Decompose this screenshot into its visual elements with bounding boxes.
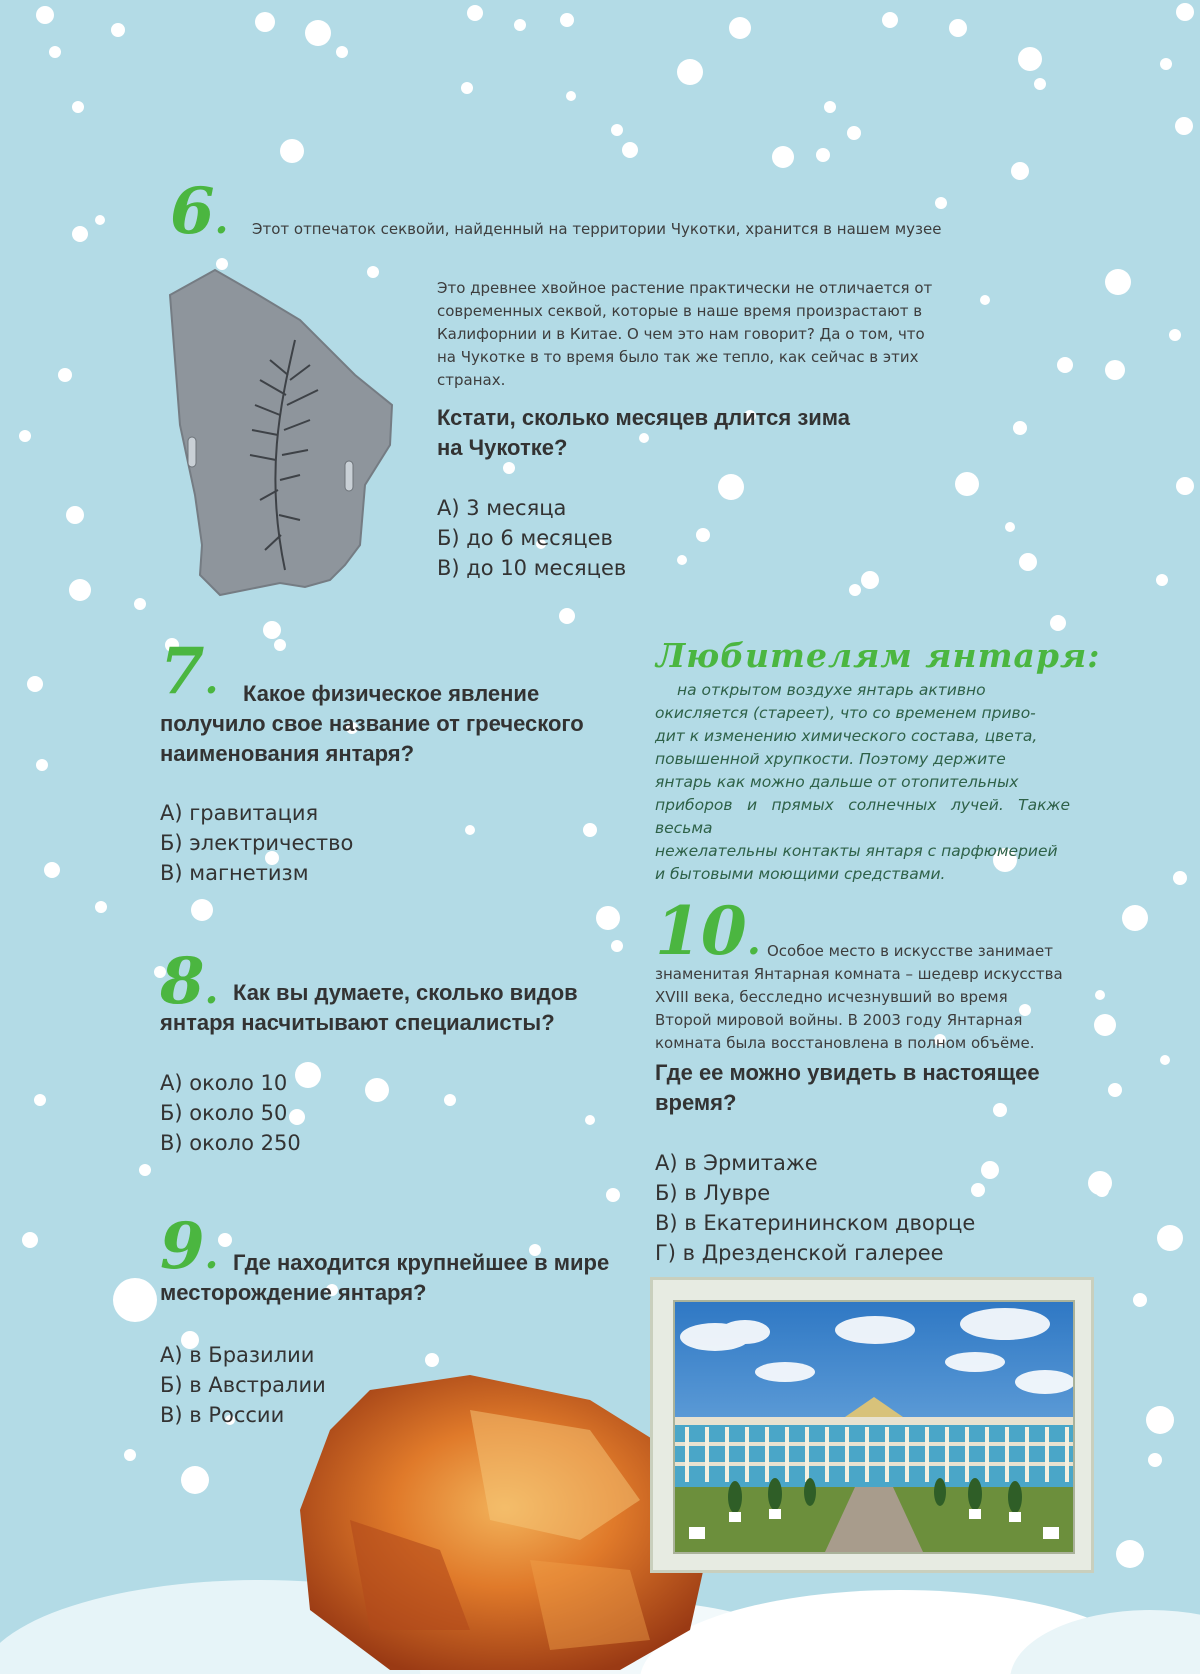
option-item[interactable]: Б) около 50 — [160, 1101, 288, 1125]
option-item[interactable]: Б) электричество — [160, 831, 354, 855]
option-item[interactable]: В) в Екатерининском дворце — [655, 1211, 976, 1235]
catherine-palace-photo — [673, 1300, 1075, 1554]
option-item[interactable]: Б) до 6 месяцев — [437, 526, 613, 550]
question-8-number: 8. — [160, 944, 219, 1019]
sequoia-fossil-image — [160, 265, 400, 600]
option-item[interactable]: В) около 250 — [160, 1131, 301, 1155]
question-6-text: Кстати, сколько месяцев длится зима на Чукотке? — [437, 405, 851, 460]
question-7-number: 7. — [160, 634, 219, 709]
option-item[interactable]: Г) в Дрезденской галерее — [655, 1241, 944, 1265]
option-item[interactable]: В) магнетизм — [160, 861, 309, 885]
question-6-intro: Это древнее хвойное растение практически не отличается от современных секвой, которые в наше время произрастают в Калифорнии и в Китае. О чем это нам говорит? Да о том, что на Чукотке в то время было так же тепло, как сейчас в этих странах. — [437, 279, 933, 389]
option-item[interactable]: А) около 10 — [160, 1071, 288, 1095]
question-7-text: Какое физическое явление получило свое название от греческого наименования янтаря? — [160, 681, 584, 766]
option-item[interactable]: А) в Бразилии — [160, 1343, 315, 1367]
option-item[interactable]: А) 3 месяца — [437, 496, 567, 520]
question-9-number: 9. — [160, 1209, 219, 1284]
question-7-options — [160, 798, 353, 888]
question-10-number: 10. — [655, 892, 761, 970]
question-8-text: Как вы думаете, сколько видов янтаря насчитывают специалисты? — [160, 980, 578, 1035]
question-9-text: Где находится крупнейшее в мире месторождение янтаря? — [160, 1250, 610, 1305]
amber-lovers-title: Любителям янтаря: — [656, 636, 1101, 675]
question-6-options — [437, 493, 626, 583]
question-8-options — [160, 1068, 301, 1158]
palace-photo-frame — [650, 1277, 1094, 1573]
question-10-intro: Особое место в искусстве занимает знаменитая Янтарная комната – шедевр искусства XVIII века, бесследно исчезнувший во время Второй мировой войны. В 2003 году Янтарная комната была восстановлена в полном объёме. — [655, 942, 1063, 1052]
option-item[interactable]: Б) в Лувре — [655, 1181, 771, 1205]
option-item[interactable]: В) до 10 месяцев — [437, 556, 627, 580]
question-10-options — [655, 1148, 975, 1268]
question-6-number: 6. — [170, 174, 229, 249]
option-item[interactable]: А) гравитация — [160, 801, 319, 825]
amber-lovers-text: на открытом воздухе янтарь активно окисляется (стареет), что со временем приво- дит к изменению химического состава, цвета, повышенной хрупкости. Поэтому держите янтарь как можно дальше от отопительных приборов и прямых солнечных лучей. Также весьма нежелательны контакты янтаря с парфюмерией и бытовыми моющими средствами. — [655, 681, 1070, 883]
option-item[interactable]: В) в России — [160, 1403, 285, 1427]
question-10-text: Где ее можно увидеть в настоящее время? — [655, 1060, 1040, 1115]
option-item[interactable]: Б) в Австралии — [160, 1373, 326, 1397]
option-item[interactable]: А) в Эрмитаже — [655, 1151, 818, 1175]
question-6-caption: Этот отпечаток секвойи, найденный на территории Чукотки, хранится в нашем музее — [252, 220, 942, 238]
